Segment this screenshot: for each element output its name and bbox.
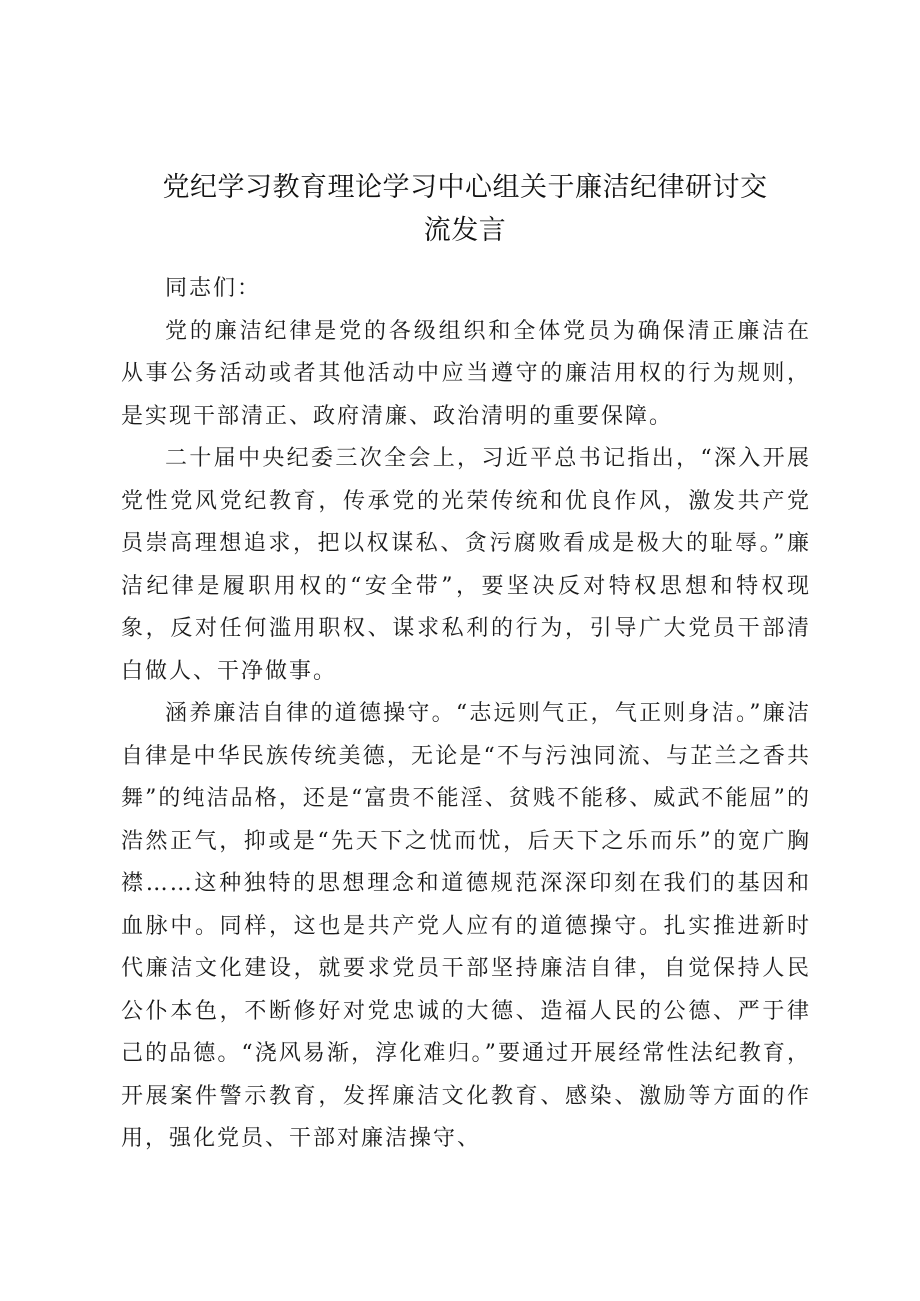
paragraph-3: 涵养廉洁自律的道德操守。“志远则气正，气正则身洁。”廉洁自律是中华民族传统美德，无论是“不与污浊同流、与芷兰之香共舞”的纯洁品格，还是“富贵不能淫、贫贱不能移、威武不能屈”的浩然正气，抑或是“先天下之忧而忧，后天下之乐而乐”的宽广胸襟……这种独特的思想理念和道德规范深深印刻在我们的基因和血脉中。同样，这也是共产党人应有的道德操守。扎实推进新时代廉洁文化建设，就要求党员干部坚持廉洁自律，自觉保持人民公仆本色，不断修好对党忠诚的大德、造福人民的公德、严于律己的品德。“浇风易渐，淳化难归。”要通过开展经常性法纪教育，开展案件警示教育，发挥廉洁文化教育、感染、激励等方面的作用，强化党员、干部对廉洁操守、: [121, 701, 811, 1151]
document-body: [121, 268, 811, 1161]
document-title: 党纪学习教育理论学习中心组关于廉洁纪律研讨交流发言: [162, 172, 768, 246]
paragraph-1: 党的廉洁纪律是党的各级组织和全体党员为确保清正廉洁在从事公务活动或者其他活动中应当遵守的廉洁用权的行为规则，是实现干部清正、政府清廉、政治清明的重要保障。: [121, 318, 811, 429]
paragraph-2: 二十届中央纪委三次全会上，习近平总书记指出，“深入开展党性党风党纪教育，传承党的光荣传统和优良作风，激发共产党员崇高理想追求，把以权谋私、贪污腐败看成是极大的耻辱。”廉洁纪律是履职用权的“安全带”，要坚决反对特权思想和特权现象，反对任何滥用职权、谋求私利的行为，引导广大党员干部清白做人、干净做事。: [121, 446, 811, 684]
salutation: 同志们：: [165, 276, 262, 301]
